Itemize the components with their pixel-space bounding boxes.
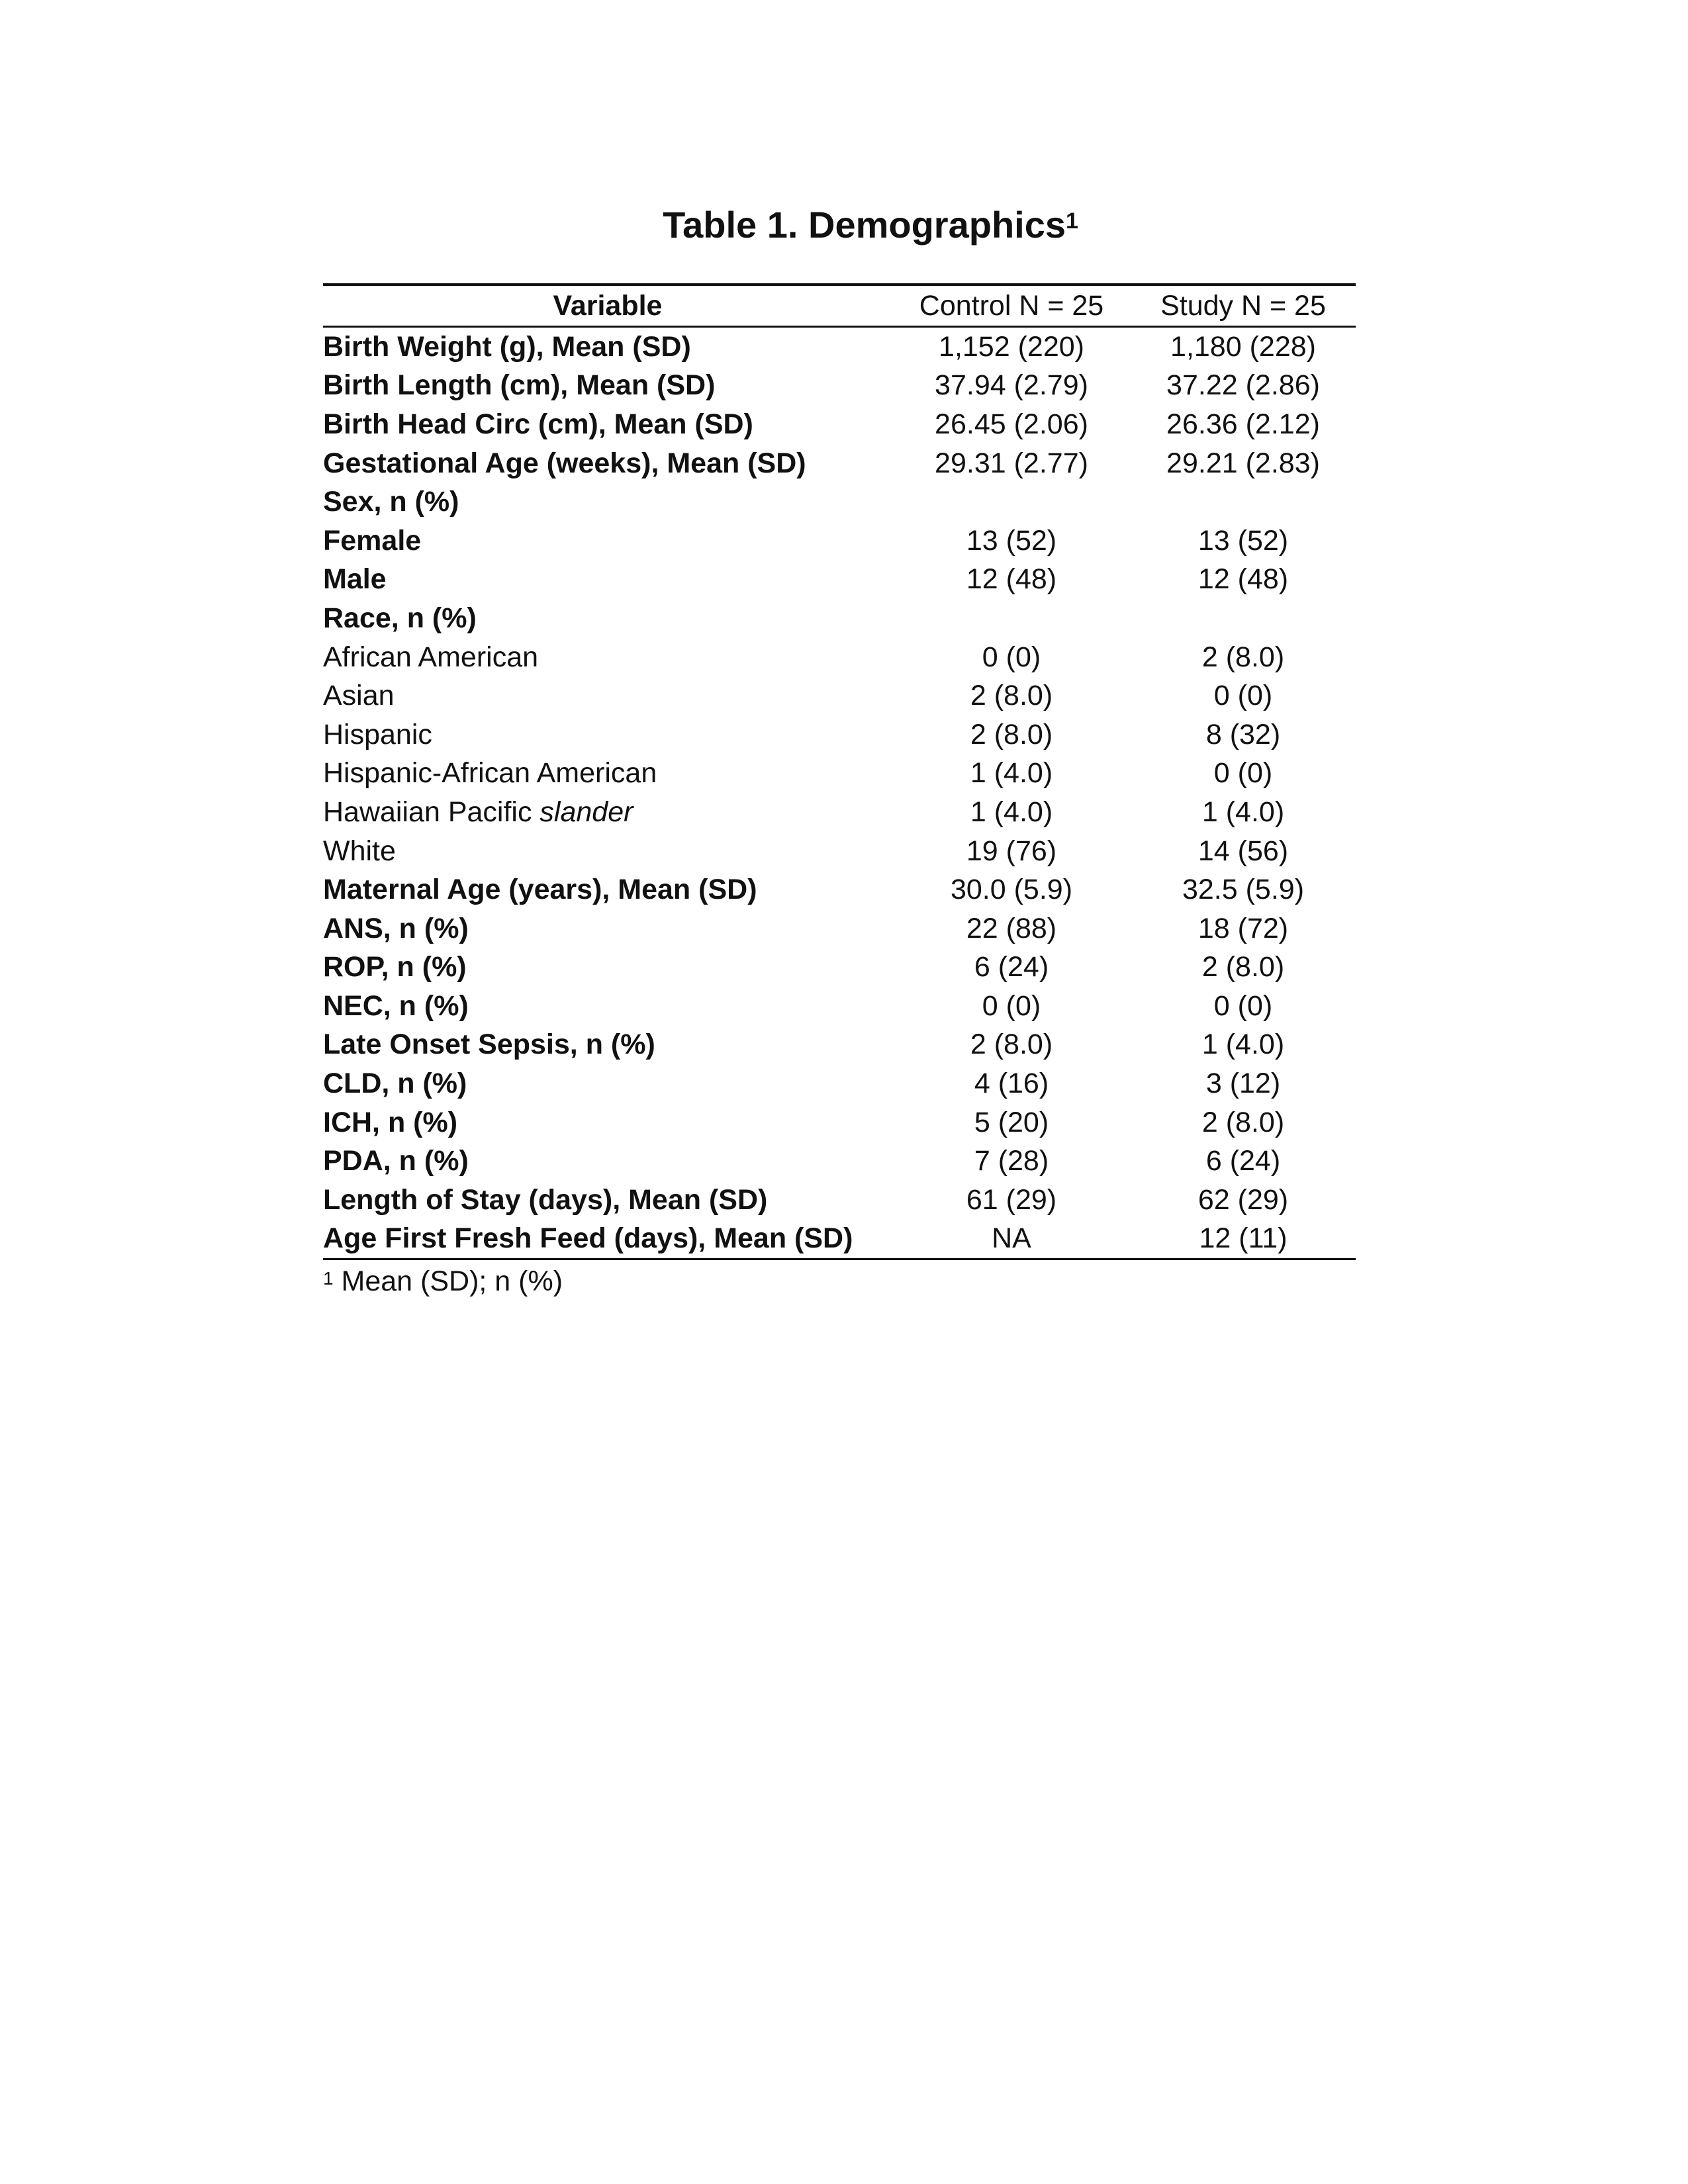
study-value: 3 (12) bbox=[1205, 1068, 1281, 1100]
control-value: 2 (8.0) bbox=[970, 1028, 1053, 1061]
table-title-text: Table 1. Demographics bbox=[663, 204, 1066, 246]
control-value: 37.94 (2.79) bbox=[935, 369, 1088, 402]
row-label bbox=[323, 793, 892, 832]
study-value: 1,180 (228) bbox=[1170, 330, 1316, 363]
table-header-row bbox=[323, 285, 1356, 327]
row-label-text: Race, n (%) bbox=[323, 602, 477, 634]
study-value: 8 (32) bbox=[1205, 718, 1281, 751]
study-value: 14 (56) bbox=[1197, 835, 1289, 867]
table-row bbox=[323, 1103, 1356, 1142]
control-value: 1 (4.0) bbox=[970, 757, 1053, 790]
title-footnote-marker: 1 bbox=[1066, 208, 1078, 234]
table-row bbox=[323, 793, 1356, 832]
study-value: 1 (4.0) bbox=[1201, 796, 1285, 828]
row-label-text: Age First Fresh Feed (days), Mean (SD) bbox=[323, 1222, 853, 1255]
table-row bbox=[323, 987, 1356, 1026]
table-row bbox=[323, 561, 1356, 600]
study-value: 0 (0) bbox=[1213, 757, 1273, 790]
table-row bbox=[323, 599, 1356, 638]
row-label bbox=[323, 482, 892, 522]
table-row bbox=[323, 444, 1356, 483]
row-label-text: Asian bbox=[323, 680, 395, 712]
control-value: 0 (0) bbox=[982, 989, 1041, 1022]
row-label bbox=[323, 561, 892, 600]
row-label-text: PDA, n (%) bbox=[323, 1145, 469, 1177]
row-label-text: CLD, n (%) bbox=[323, 1068, 467, 1100]
control-value: 2 (8.0) bbox=[970, 718, 1053, 751]
row-label bbox=[323, 1181, 892, 1220]
study-value: 2 (8.0) bbox=[1201, 1106, 1285, 1138]
row-label bbox=[323, 638, 892, 677]
row-label-text: ICH, n (%) bbox=[323, 1106, 458, 1138]
row-label bbox=[323, 832, 892, 871]
table-row bbox=[323, 1064, 1356, 1103]
row-label bbox=[323, 754, 892, 794]
control-value: 6 (24) bbox=[974, 951, 1049, 983]
table-body bbox=[323, 327, 1356, 1259]
row-label-text: African American bbox=[323, 641, 539, 673]
row-label-text: Hawaiian Pacific bbox=[323, 796, 540, 828]
row-label-text: Maternal Age (years), Mean (SD) bbox=[323, 874, 757, 906]
row-label bbox=[323, 1103, 892, 1142]
demographics-table bbox=[323, 283, 1356, 1260]
row-label-text: Hispanic-African American bbox=[323, 757, 657, 790]
row-label bbox=[323, 367, 892, 406]
row-label-text: Hispanic bbox=[323, 718, 432, 751]
row-label-text: White bbox=[323, 835, 396, 867]
study-value: 26.36 (2.12) bbox=[1166, 408, 1320, 440]
study-value bbox=[1131, 599, 1356, 638]
study-value: 13 (52) bbox=[1197, 524, 1289, 557]
row-label bbox=[323, 1142, 892, 1181]
row-label bbox=[323, 599, 892, 638]
table-row bbox=[323, 1181, 1356, 1220]
table-row bbox=[323, 482, 1356, 522]
table-row bbox=[323, 832, 1356, 871]
table-row bbox=[323, 715, 1356, 754]
control-value: 1 (4.0) bbox=[970, 796, 1053, 828]
study-value: 6 (24) bbox=[1205, 1145, 1281, 1177]
control-value: 61 (29) bbox=[966, 1183, 1057, 1216]
table-row bbox=[323, 405, 1356, 444]
control-value bbox=[892, 599, 1131, 638]
row-label-text: NEC, n (%) bbox=[323, 989, 469, 1022]
table-row bbox=[323, 948, 1356, 987]
row-label-italic-text: slander bbox=[539, 796, 633, 828]
control-value bbox=[892, 482, 1131, 522]
table-row bbox=[323, 909, 1356, 948]
study-value: 29.21 (2.83) bbox=[1166, 447, 1320, 479]
control-value: 7 (28) bbox=[974, 1145, 1049, 1177]
row-label bbox=[323, 909, 892, 948]
control-value: 13 (52) bbox=[966, 524, 1057, 557]
footnote-text: Mean (SD); n (%) bbox=[333, 1265, 563, 1297]
control-value: 0 (0) bbox=[982, 641, 1041, 673]
study-value: 2 (8.0) bbox=[1201, 951, 1285, 983]
row-label bbox=[323, 405, 892, 444]
table-row bbox=[323, 1026, 1356, 1065]
control-value: 30.0 (5.9) bbox=[950, 874, 1073, 906]
row-label-text: Birth Head Circ (cm), Mean (SD) bbox=[323, 408, 753, 440]
row-label-text: ANS, n (%) bbox=[323, 912, 469, 944]
control-value: 2 (8.0) bbox=[970, 680, 1053, 712]
row-label bbox=[323, 715, 892, 754]
study-value: 32.5 (5.9) bbox=[1182, 874, 1305, 906]
table-row bbox=[323, 870, 1356, 909]
footnote-marker: 1 bbox=[323, 1268, 334, 1289]
row-label bbox=[323, 870, 892, 909]
table-row bbox=[323, 367, 1356, 406]
table-row bbox=[323, 327, 1356, 367]
control-value: 22 (88) bbox=[966, 912, 1057, 944]
row-label-text: Sex, n (%) bbox=[323, 486, 459, 518]
row-label bbox=[323, 522, 892, 561]
row-label bbox=[323, 676, 892, 715]
table-row bbox=[323, 676, 1356, 715]
demographics-table-container bbox=[323, 283, 1356, 1260]
row-label-text: Female bbox=[323, 524, 422, 557]
table-row bbox=[323, 1142, 1356, 1181]
study-value: 0 (0) bbox=[1213, 680, 1273, 712]
row-label-text: Length of Stay (days), Mean (SD) bbox=[323, 1183, 768, 1216]
study-value: 62 (29) bbox=[1197, 1183, 1289, 1216]
table-row bbox=[323, 638, 1356, 677]
study-value bbox=[1131, 482, 1356, 522]
row-label bbox=[323, 1064, 892, 1103]
table-row bbox=[323, 754, 1356, 794]
control-value: 4 (16) bbox=[974, 1068, 1049, 1100]
control-value: 12 (48) bbox=[966, 563, 1057, 596]
row-label bbox=[323, 948, 892, 987]
row-label-text: ROP, n (%) bbox=[323, 951, 467, 983]
header-variable: Variable bbox=[323, 285, 892, 327]
control-value: 29.31 (2.77) bbox=[935, 447, 1088, 479]
control-value: 26.45 (2.06) bbox=[935, 408, 1088, 440]
header-control: Control N = 25 bbox=[892, 285, 1131, 327]
row-label-text: Gestational Age (weeks), Mean (SD) bbox=[323, 447, 806, 479]
row-label-text: Late Onset Sepsis, n (%) bbox=[323, 1028, 655, 1061]
row-label-text: Birth Length (cm), Mean (SD) bbox=[323, 369, 716, 402]
table-title bbox=[26, 199, 1688, 251]
study-value: 37.22 (2.86) bbox=[1166, 369, 1320, 402]
table-footnote bbox=[323, 1263, 563, 1300]
study-value: 18 (72) bbox=[1197, 912, 1289, 944]
control-value: 19 (76) bbox=[966, 835, 1057, 867]
row-label bbox=[323, 1220, 892, 1259]
study-value: 12 (48) bbox=[1197, 563, 1289, 596]
row-label bbox=[323, 987, 892, 1026]
row-label bbox=[323, 1026, 892, 1065]
row-label bbox=[323, 444, 892, 483]
control-value: NA bbox=[892, 1220, 1131, 1259]
study-value: 1 (4.0) bbox=[1201, 1028, 1285, 1061]
row-label-text: Birth Weight (g), Mean (SD) bbox=[323, 330, 691, 363]
table-row bbox=[323, 1220, 1356, 1259]
header-study: Study N = 25 bbox=[1131, 285, 1356, 327]
row-label-text: Male bbox=[323, 563, 387, 596]
row-label bbox=[323, 327, 892, 367]
table-row bbox=[323, 522, 1356, 561]
study-value: 2 (8.0) bbox=[1201, 641, 1285, 673]
control-value: 1,152 (220) bbox=[939, 330, 1084, 363]
study-value: 0 (0) bbox=[1213, 989, 1273, 1022]
control-value: 5 (20) bbox=[974, 1106, 1049, 1138]
study-value: 12 (11) bbox=[1131, 1220, 1356, 1259]
